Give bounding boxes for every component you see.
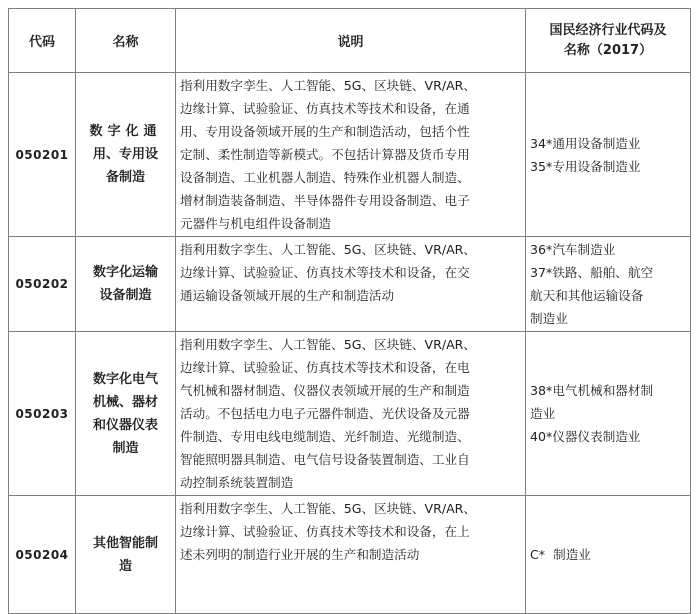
table-row <box>9 73 691 237</box>
row-description <box>176 237 526 332</box>
desc-line: 边缘计算、试验验证、仿真技术等技术和设备，在电 <box>180 360 470 375</box>
desc-line: 设备制造、工业机器人制造、特殊作业机器人制造、 <box>180 170 470 185</box>
industry-line: 37*铁路、船舶、航空 <box>530 265 654 280</box>
table-row <box>9 237 691 332</box>
name-line: 备制造 <box>105 170 145 185</box>
row-code: 050204 <box>9 496 76 614</box>
desc-line: 指利用数字孪生、人工智能、5G、区块链、VR/AR、 <box>180 501 477 516</box>
name-line: 和仪器仪表 <box>92 417 158 433</box>
desc-line: 用、专用设备领域开展的生产和制造活动，包括个性 <box>180 124 470 139</box>
name-line: 机械、器材 <box>92 394 158 410</box>
desc-line: 活动。不包括电力电子元器件制造、光伏设备及元器 <box>180 406 470 421</box>
industry-line: 35*专用设备制造业 <box>530 158 641 174</box>
desc-line: 通运输设备领域开展的生产和制造活动 <box>180 288 395 303</box>
desc-line: 气机械和器材制造、仪器仪表领域开展的生产和制造 <box>180 383 470 398</box>
desc-line: 动控制系统装置制造 <box>180 475 294 490</box>
name-line: 制造 <box>112 440 139 456</box>
industry-line: 航天和其他运输设备 <box>530 288 644 303</box>
desc-line: 指利用数字孪生、人工智能、5G、区块链、VR/AR、 <box>180 78 477 93</box>
desc-line: 元器件与机电组件设备制造 <box>180 216 332 231</box>
row-code: 050203 <box>9 332 76 496</box>
industry-line: 制造业 <box>530 311 568 326</box>
name-line: 用、专用设 <box>92 147 158 162</box>
desc-line: 指利用数字孪生、人工智能、5G、区块链、VR/AR、 <box>180 337 477 352</box>
desc-line: 边缘计算、试验验证、仿真技术等技术和设备，在交 <box>180 265 470 280</box>
industry-line: 38*电气机械和器材制 <box>530 383 654 398</box>
industry-line: 34*通用设备制造业 <box>530 135 641 151</box>
desc-line: 件制造、专用电线电缆制造、光纤制造、光缆制造、 <box>180 429 470 444</box>
name-line: 数字化电气 <box>92 371 158 387</box>
desc-line: 定制、柔性制造等新模式。不包括计算器及货币专用 <box>180 147 470 162</box>
industry-line: 40*仪器仪表制造业 <box>530 429 641 444</box>
industry-line: 36*汽车制造业 <box>530 242 616 257</box>
row-industry <box>526 237 691 332</box>
name-line: 数字化运输 <box>92 265 158 280</box>
desc-line: 指利用数字孪生、人工智能、5G、区块链、VR/AR、 <box>180 242 477 257</box>
header-code: 代码 <box>9 9 76 73</box>
header-description: 说明 <box>176 9 526 73</box>
table-row <box>9 332 691 496</box>
header-row <box>9 9 691 73</box>
row-name <box>76 496 176 614</box>
row-name <box>76 73 176 237</box>
name-line: 造 <box>118 558 132 574</box>
desc-line: 增材制造装备制造、半导体器件专用设备制造、电子 <box>180 193 470 208</box>
row-code: 050201 <box>9 73 76 237</box>
industry-classification-table <box>8 8 691 614</box>
desc-line: 边缘计算、试验验证、仿真技术等技术和设备，在上 <box>180 524 470 539</box>
header-industry-line-1: 国民经济行业代码及 <box>549 22 667 38</box>
desc-line: 述未列明的制造行业开展的生产和制造活动 <box>180 547 420 562</box>
desc-line: 边缘计算、试验验证、仿真技术等技术和设备，在通 <box>180 101 470 116</box>
name-line: 设备制造 <box>99 288 152 303</box>
row-description <box>176 496 526 614</box>
row-industry <box>526 496 691 614</box>
row-description <box>176 332 526 496</box>
row-name <box>76 237 176 332</box>
desc-line: 智能照明器具制造、电气信号设备装置制造、工业自 <box>180 452 470 467</box>
row-code: 050202 <box>9 237 76 332</box>
row-industry <box>526 73 691 237</box>
industry-line: C* 制造业 <box>530 547 591 562</box>
table-row <box>9 496 691 614</box>
row-name <box>76 332 176 496</box>
header-industry-line-2: 名称（2017） <box>563 42 653 58</box>
industry-classification-table-wrapper <box>8 8 691 614</box>
name-line: 其他智能制 <box>92 535 158 551</box>
header-industry-code <box>526 9 691 73</box>
header-name: 名称 <box>76 9 176 73</box>
industry-line: 造业 <box>530 406 556 421</box>
row-description <box>176 73 526 237</box>
row-industry <box>526 332 691 496</box>
name-line: 数字化通 <box>89 124 162 139</box>
